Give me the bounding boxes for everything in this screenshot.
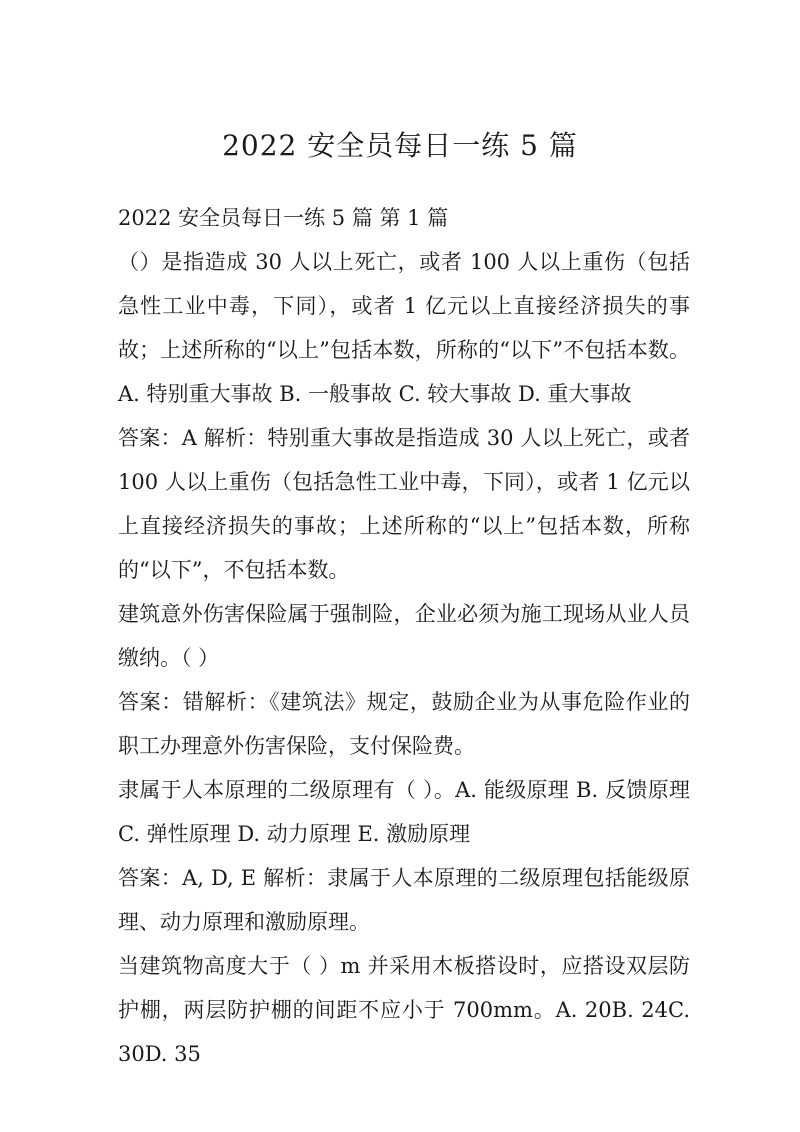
answer-paragraph: 答案：A 解析：特别重大事故是指造成 30 人以上死亡，或者 100 人以上重伤（包括急性工业中毒，下同），或者 1 亿元以上直接经济损失的事故；上述所称的“以上”包括本数，所称的“以下”，不包括本数。 bbox=[118, 426, 690, 582]
question-paragraph: （）是指造成 30 人以上死亡，或者 100 人以上重伤（包括急性工业中毒，下同），或者 1 亿元以上直接经济损失的事故；上述所称的“以上”包括本数，所称的“以下”不包括本数。A. 特别重大事故 B. 一般事故 C. 较大事故 D. 重大事故 bbox=[118, 250, 690, 406]
section-heading: 2022 安全员每日一练 5 篇 第 1 篇 bbox=[118, 206, 449, 230]
question-paragraph: 建筑意外伤害保险属于强制险，企业必须为施工现场从业人员缴纳。（ ） bbox=[118, 602, 690, 670]
question-paragraph: 隶属于人本原理的二级原理有（ ）。A. 能级原理 B. 反馈原理 C. 弹性原理 D. 动力原理 E. 激励原理 bbox=[118, 778, 690, 846]
answer-paragraph: 答案：错解析：《建筑法》规定，鼓励企业为从事危险作业的职工办理意外伤害保险，支付保险费。 bbox=[118, 690, 690, 758]
answer-paragraph: 答案：A, D, E 解析：隶属于人本原理的二级原理包括能级原理、动力原理和激励原理。 bbox=[118, 866, 690, 934]
document-body bbox=[118, 196, 690, 1076]
document-title: 2022 安全员每日一练 5 篇 bbox=[222, 129, 578, 162]
question-paragraph: 当建筑物高度大于（ ）m 并采用木板搭设时，应搭设双层防护棚，两层防护棚的间距不应小于 700mm。A. 20B. 24C. 30D. 35 bbox=[118, 954, 690, 1066]
